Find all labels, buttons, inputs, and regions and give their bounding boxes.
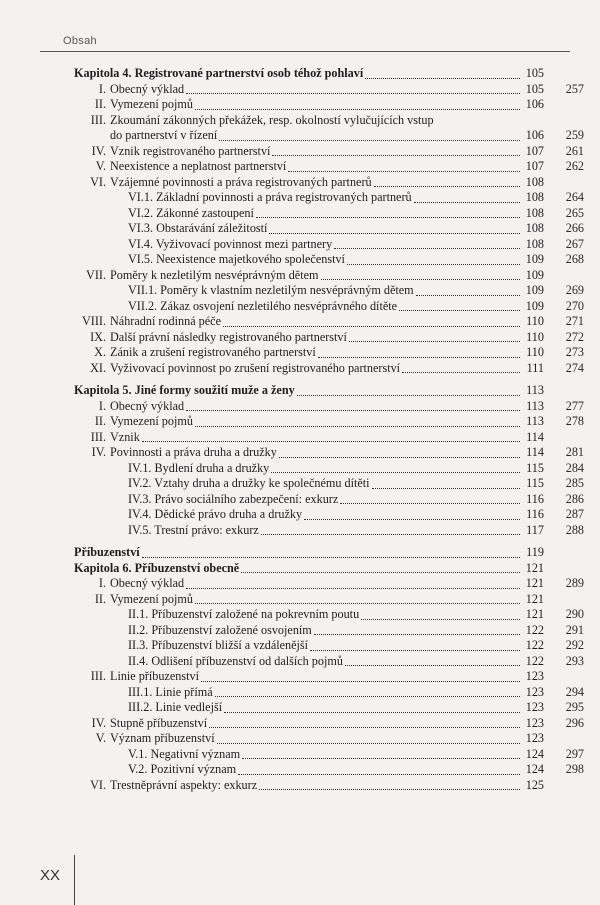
toc-entry-title: Náhradní rodinná péče <box>110 314 221 328</box>
toc-entry-row <box>0 762 600 778</box>
toc-entry-title: V.1. Negativní význam <box>128 746 241 761</box>
dot-leader <box>297 394 520 396</box>
toc-entry-row <box>0 330 600 346</box>
dot-leader <box>242 757 520 759</box>
toc-page-number: 108 <box>525 221 544 235</box>
page-number: XX <box>40 867 61 884</box>
toc-entry-title: Obecný výklad <box>110 576 185 590</box>
footer-rule <box>74 855 75 905</box>
toc-entry-title: Vzájemné povinnosti a práva registrovaných partnerů <box>110 174 372 189</box>
toc-entry-title: V.2. Pozitivní význam <box>128 762 237 776</box>
dot-leader <box>345 664 520 666</box>
toc-entry-row <box>0 523 600 539</box>
dot-leader <box>217 742 520 744</box>
header-rule <box>40 51 570 52</box>
toc-entry-row <box>0 623 600 639</box>
toc-page-number: 111 <box>526 360 544 375</box>
toc-page-number: 105 <box>525 81 544 96</box>
toc-page-number: 108 <box>525 205 544 220</box>
dot-leader <box>241 571 520 573</box>
toc-page-number: 107 <box>525 159 544 173</box>
toc-entry-number: II. <box>94 414 106 428</box>
toc-entry-number: IV. <box>91 715 106 730</box>
dot-leader <box>279 456 520 458</box>
toc-reference-number: 278 <box>565 414 584 428</box>
toc-entry-row <box>0 576 600 592</box>
toc-entry-row <box>0 314 600 330</box>
toc-entry-title: VII.2. Zákaz osvojení nezletilého nesvéprávného dítěte <box>128 298 398 313</box>
dot-leader <box>321 278 521 280</box>
toc-entry-row <box>0 778 600 794</box>
toc-entry-row <box>0 669 600 685</box>
toc-entry-number: I. <box>98 398 106 413</box>
toc-entry-row <box>0 299 600 315</box>
dot-leader <box>142 556 520 558</box>
dot-leader <box>215 695 520 697</box>
toc-reference-number: 289 <box>565 576 584 590</box>
dot-leader <box>318 356 520 358</box>
dot-leader <box>195 602 520 604</box>
toc-entry-row <box>0 144 600 160</box>
dot-leader <box>399 309 520 311</box>
toc-entry-number: I. <box>98 576 106 590</box>
toc-entry-number: I. <box>98 81 106 96</box>
toc-reference-number: 292 <box>565 638 584 652</box>
dot-leader <box>256 216 520 218</box>
dot-leader <box>259 788 520 790</box>
toc-entry-row <box>0 252 600 268</box>
dot-leader <box>372 487 520 489</box>
toc-entry-row <box>0 345 600 361</box>
toc-page-number: 114 <box>526 429 544 444</box>
toc-entry-number: VII. <box>86 267 106 282</box>
toc-entry-row <box>0 159 600 175</box>
dot-leader <box>402 371 520 373</box>
toc-entry-row <box>0 283 600 299</box>
toc-entry-row <box>0 492 600 508</box>
toc-page-number: 121 <box>525 607 544 621</box>
toc-page-number: 116 <box>526 491 544 506</box>
dot-leader <box>186 92 520 94</box>
toc-page-number: 115 <box>526 476 544 490</box>
toc-reference-number: 265 <box>565 205 584 220</box>
toc-entry-title: IV.2. Vztahy druha a družky ke společnému dítěti <box>128 476 370 490</box>
toc-entry-title: Další právní následky registrovaného partnerství <box>110 329 347 344</box>
toc-entry-row <box>0 237 600 253</box>
toc-entry-title: Obecný výklad <box>110 81 185 96</box>
toc-entry-number: III. <box>90 429 106 444</box>
toc-reference-number: 281 <box>565 445 584 459</box>
toc-entry-title: Zkoumání zákonných překážek, resp. okolností vylučujících vstup <box>110 112 434 127</box>
toc-reference-number: 270 <box>565 298 584 313</box>
toc-entry-title: Linie příbuzenství <box>110 669 200 683</box>
dot-leader <box>365 77 520 79</box>
toc-page-number: 116 <box>526 507 544 521</box>
toc-page-number: 109 <box>525 283 544 297</box>
toc-reference-number: 271 <box>565 314 584 328</box>
toc-reference-number: 268 <box>565 252 584 266</box>
dot-leader <box>334 247 520 249</box>
dot-leader <box>224 711 520 713</box>
toc-entry-title: Stupně příbuzenství <box>110 715 208 730</box>
toc-entry-title: VI.1. Základní povinnosti a práva registrovaných partnerů <box>128 190 412 204</box>
toc-reference-number: 291 <box>565 622 584 637</box>
toc-chapter-row <box>0 383 600 399</box>
toc-entry-number: VI. <box>90 174 106 189</box>
toc-reference-number: 297 <box>565 746 584 761</box>
toc-entry-title: Vznik <box>110 429 140 444</box>
toc-reference-number: 290 <box>565 607 584 621</box>
toc-entry-row <box>0 190 600 206</box>
toc-reference-number: 286 <box>565 491 584 506</box>
toc-page-number: 113 <box>526 414 544 428</box>
toc-reference-number: 262 <box>565 159 584 173</box>
toc-entry-title: IV.4. Dědické právo druha a družky <box>128 507 303 521</box>
toc-entry-row <box>0 654 600 670</box>
toc-entry-row <box>0 399 600 415</box>
dot-leader <box>238 773 520 775</box>
dot-leader <box>201 680 520 682</box>
dot-leader <box>349 340 520 342</box>
toc-entry-title: VII.1. Poměry k vlastním nezletilým nesvéprávným dětem <box>128 283 414 297</box>
toc-entry-row <box>0 128 600 144</box>
dot-leader <box>272 154 520 156</box>
toc-entry-number: II. <box>94 591 106 606</box>
toc-page-number: 108 <box>525 190 544 204</box>
toc-page-number: 106 <box>525 128 544 142</box>
toc-reference-number: 272 <box>565 329 584 344</box>
toc-page-number: 109 <box>525 267 544 282</box>
toc-entry-row <box>0 700 600 716</box>
toc-page-number: 121 <box>525 560 544 575</box>
toc-entry-title: Kapitola 4. Registrované partnerství osob téhož pohlaví <box>74 66 364 80</box>
toc-entry-title: VI.4. Vyživovací povinnost mezi partnery <box>128 236 333 251</box>
dot-leader <box>271 471 520 473</box>
toc-chapter-row <box>0 66 600 82</box>
toc-reference-number: 294 <box>565 684 584 699</box>
toc-reference-number: 284 <box>565 460 584 475</box>
toc-entry-title: IV.1. Bydlení druha a družky <box>128 460 270 475</box>
toc-page-number: 119 <box>526 545 544 559</box>
toc-entry-row <box>0 430 600 446</box>
toc-page-number: 114 <box>526 445 544 459</box>
dot-leader <box>340 502 520 504</box>
toc-page-number: 122 <box>525 622 544 637</box>
toc-reference-number: 295 <box>565 700 584 714</box>
dot-leader <box>142 440 520 442</box>
toc-reference-number: 267 <box>565 236 584 251</box>
toc-entry-number: VIII. <box>81 314 106 328</box>
toc-entry-row <box>0 97 600 113</box>
toc-entry-title: IV.3. Právo sociálního zabezpečení: exkurz <box>128 491 339 506</box>
toc-entry-row <box>0 268 600 284</box>
dot-leader <box>414 201 520 203</box>
toc-entry-title: Vznik registrovaného partnerství <box>110 143 271 158</box>
toc-page-number: 124 <box>525 746 544 761</box>
dot-leader <box>416 294 520 296</box>
dot-leader <box>314 633 520 635</box>
toc-entry-title: II.2. Příbuzenství založené osvojením <box>128 622 312 637</box>
toc-entry-number: II. <box>94 97 106 111</box>
toc-entry-title: VI.2. Zákonné zastoupení <box>128 205 254 220</box>
toc-entry-title: Povinnosti a práva druha a družky <box>110 445 277 459</box>
toc-chapter-row <box>0 561 600 577</box>
toc-page-number: 122 <box>525 653 544 668</box>
toc-page-number: 113 <box>526 383 544 397</box>
toc-page-number: 110 <box>526 329 544 344</box>
dot-leader <box>374 185 520 187</box>
toc-entry-number: V. <box>95 159 106 173</box>
toc-reference-number: 285 <box>565 476 584 490</box>
toc-reference-number: 298 <box>565 762 584 776</box>
toc-entry-row <box>0 361 600 377</box>
toc-entry-number: IV. <box>91 445 106 459</box>
toc-entry-number: XI. <box>90 360 106 375</box>
toc-entry-title: II.3. Příbuzenství bližší a vzdálenější <box>128 638 309 652</box>
toc-entry-number: VI. <box>90 777 106 792</box>
toc-reference-number: 296 <box>565 715 584 730</box>
toc-page-number: 125 <box>525 777 544 792</box>
toc-entry-title: III.2. Linie vedlejší <box>128 700 223 714</box>
toc-entry-title: Vymezení pojmů <box>110 97 193 111</box>
toc-entry-title: Význam příbuzenství <box>110 731 215 745</box>
toc-page-number: 107 <box>525 143 544 158</box>
toc-entry-title: Příbuzenství <box>74 545 140 559</box>
dot-leader <box>261 533 520 535</box>
toc-entry-row <box>0 221 600 237</box>
dot-leader <box>304 518 520 520</box>
toc-entry-number: IX. <box>90 329 106 344</box>
toc-page-number: 108 <box>525 236 544 251</box>
toc-entry-title: Kapitola 6. Příbuzenství obecně <box>74 560 240 575</box>
toc-reference-number: 266 <box>565 221 584 235</box>
toc-entry-title: Vymezení pojmů <box>110 591 193 606</box>
toc-reference-number: 277 <box>565 398 584 413</box>
toc-entry-number: III. <box>90 669 106 683</box>
dot-leader <box>223 325 520 327</box>
toc-entry-row <box>0 716 600 732</box>
toc-page-number: 115 <box>526 460 544 475</box>
toc-entry-title: IV.5. Trestní právo: exkurz <box>128 522 259 537</box>
toc-entry-title: Vyživovací povinnost po zrušení registrovaného partnerství <box>110 360 401 375</box>
dot-leader <box>288 170 520 172</box>
toc-entry-row <box>0 685 600 701</box>
dot-leader <box>195 108 520 110</box>
dot-leader <box>269 232 520 234</box>
toc-entry-title: II.4. Odlišení příbuzenství od dalších pojmů <box>128 653 343 668</box>
toc-reference-number: 259 <box>565 128 584 142</box>
toc-entry-title: III.1. Linie přímá <box>128 684 213 699</box>
toc-reference-number: 274 <box>565 360 584 375</box>
toc-entry-row <box>0 206 600 222</box>
toc-page-number: 106 <box>525 97 544 111</box>
toc-page-number: 109 <box>525 252 544 266</box>
toc-reference-number: 287 <box>565 507 584 521</box>
toc-entry-number: X. <box>94 345 106 359</box>
toc-reference-number: 273 <box>565 345 584 359</box>
toc-entry-row <box>0 731 600 747</box>
dot-leader <box>361 618 520 620</box>
toc-reference-number: 293 <box>565 653 584 668</box>
toc-page-number: 110 <box>526 314 544 328</box>
toc-page-number: 113 <box>526 398 544 413</box>
toc-entry-title: Poměry k nezletilým nesvéprávným dětem <box>110 267 319 282</box>
toc-entry-row <box>0 82 600 98</box>
dot-leader <box>186 409 520 411</box>
dot-leader <box>219 139 520 141</box>
toc-reference-number: 288 <box>565 522 584 537</box>
toc-page-number: 123 <box>525 684 544 699</box>
toc-entry-row <box>0 592 600 608</box>
toc-entry-row <box>0 476 600 492</box>
dot-leader <box>347 263 520 265</box>
toc-entry-row <box>0 507 600 523</box>
toc-entry-title: II.1. Příbuzenství založené na pokrevním poutu <box>128 607 360 621</box>
toc-page-number: 109 <box>525 298 544 313</box>
toc-entry-title: Neexistence a neplatnost partnerství <box>110 159 287 173</box>
toc-entry-title: Vymezení pojmů <box>110 414 193 428</box>
toc-page-number: 105 <box>525 66 544 80</box>
toc-entry-number: V. <box>95 731 106 745</box>
toc-entry-title: Obecný výklad <box>110 398 185 413</box>
toc-page-number: 110 <box>526 345 544 359</box>
dot-leader <box>209 726 520 728</box>
toc-page-number: 108 <box>525 174 544 189</box>
toc-entry-number: III. <box>90 112 106 127</box>
toc-reference-number: 257 <box>565 81 584 96</box>
toc-reference-number: 264 <box>565 190 584 204</box>
toc-entry-row <box>0 113 600 129</box>
toc-entry-row <box>0 175 600 191</box>
toc-entry-row <box>0 445 600 461</box>
toc-page-number: 123 <box>525 669 544 683</box>
toc-entry-title: VI.3. Obstarávání záležitostí <box>128 221 268 235</box>
toc-reference-number: 269 <box>565 283 584 297</box>
toc-page-number: 121 <box>525 576 544 590</box>
dot-leader <box>195 425 520 427</box>
toc-page-number: 122 <box>525 638 544 652</box>
toc-page-number: 123 <box>525 700 544 714</box>
toc-entry-row <box>0 638 600 654</box>
dot-leader <box>186 587 520 589</box>
toc-entry-title: do partnerství v řízení <box>110 128 218 142</box>
toc-reference-number: 261 <box>565 143 584 158</box>
toc-entry-title: Zánik a zrušení registrovaného partnerství <box>110 345 316 359</box>
table-of-contents <box>0 66 600 793</box>
toc-entry-row <box>0 461 600 477</box>
toc-entry-number: IV. <box>91 143 106 158</box>
running-header: Obsah <box>63 35 97 47</box>
toc-entry-row <box>0 607 600 623</box>
toc-chapter-row <box>0 545 600 561</box>
toc-page-number: 123 <box>525 715 544 730</box>
toc-entry-row <box>0 414 600 430</box>
toc-page-number: 117 <box>526 522 544 537</box>
toc-page-number: 123 <box>525 731 544 745</box>
toc-entry-row <box>0 747 600 763</box>
toc-page-number: 121 <box>525 591 544 606</box>
toc-entry-title: Trestněprávní aspekty: exkurz <box>110 777 258 792</box>
dot-leader <box>310 649 520 651</box>
toc-entry-title: VI.5. Neexistence majetkového společenství <box>128 252 345 266</box>
toc-entry-title: Kapitola 5. Jiné formy soužití muže a ženy <box>74 383 295 397</box>
toc-page-number: 124 <box>525 762 544 776</box>
